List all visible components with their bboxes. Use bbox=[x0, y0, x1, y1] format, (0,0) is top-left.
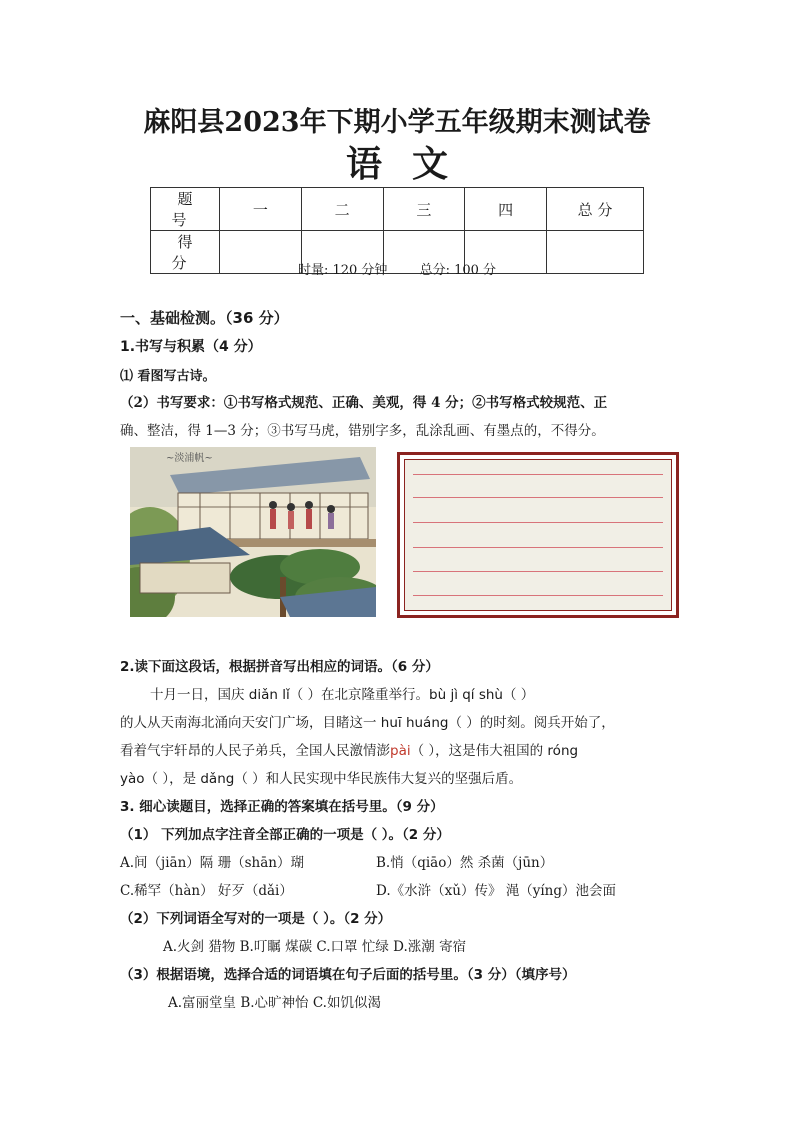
score-table-header-row bbox=[151, 188, 644, 231]
exam-total: 总分: 100 分 bbox=[419, 263, 497, 278]
exam-title: 麻阳县2023年下期小学五年级期末测试卷 bbox=[143, 107, 651, 138]
score-table-cell: 得 分 bbox=[151, 231, 220, 274]
painting-caption: ~淡浦帆~ bbox=[166, 453, 213, 464]
option-d: D.《水浒（xǔ）传》 渑（yíng）池会面 bbox=[376, 883, 617, 899]
subject-title: 语文 bbox=[345, 143, 478, 185]
paragraph-line bbox=[120, 739, 578, 759]
options-line: A.富丽堂皇 B.心旷神怡 C.如饥似渴 bbox=[168, 995, 381, 1011]
writing-rule bbox=[413, 474, 663, 475]
pinyin-text: pài bbox=[390, 743, 411, 759]
question-sub: 确、整洁，得 1—3 分；③书写马虎，错别字多，乱涂乱画、有墨点的，不得分。 bbox=[120, 423, 605, 439]
question-stem: （3）根据语境，选择合适的词语填在句子后面的括号里。（3 分）（填序号） bbox=[120, 967, 576, 983]
score-table-cell: 一 bbox=[220, 188, 302, 231]
writing-paper[interactable] bbox=[397, 452, 679, 618]
question-stem: （1） 下列加点字注音全部正确的一项是（ ）。（2 分） bbox=[120, 827, 450, 843]
score-table-cell: 总 分 bbox=[547, 188, 644, 231]
question-title: 3. 细心读题目，选择正确的答案填在括号里。（9 分） bbox=[120, 799, 444, 815]
writing-rule bbox=[413, 497, 663, 498]
exam-time: 时量: 120 分钟 bbox=[297, 263, 388, 278]
score-table-cell: 四 bbox=[465, 188, 547, 231]
section-heading: 一、基础检测。（36 分） bbox=[120, 309, 289, 327]
option-a: A.间（jiān）隔 珊（shān）瑚 bbox=[120, 855, 304, 871]
question-title: 2.读下面这段话，根据拼音写出相应的词语。（6 分） bbox=[120, 659, 439, 675]
paragraph-line: yào（ ），是 dǎng（ ）和人民实现中华民族伟大复兴的坚强后盾。 bbox=[120, 771, 523, 787]
question-sub: （2）书写要求：①书写格式规范、正确、美观，得 4 分；②书写格式较规范、正 bbox=[120, 395, 608, 411]
options-line: A.火剑 猎物 B.叮瞩 煤碳 C.口罩 忙绿 D.涨潮 寄宿 bbox=[163, 939, 467, 955]
writing-rule bbox=[413, 547, 663, 548]
question-sub: ⑴ 看图写古诗。 bbox=[120, 369, 216, 384]
score-table-cell: 二 bbox=[301, 188, 383, 231]
ancient-poem-painting bbox=[130, 447, 376, 617]
score-table-cell: 题 号 bbox=[151, 188, 220, 231]
writing-rule bbox=[413, 571, 663, 572]
exam-info bbox=[0, 259, 794, 278]
paragraph-text: （ ），这是伟大祖国的 róng bbox=[410, 743, 579, 759]
question-title: 1.书写与积累（4 分） bbox=[120, 339, 262, 355]
paragraph-line: 十月一日，国庆 diǎn lǐ（ ）在北京隆重举行。bù jì qí shù（ ） bbox=[150, 687, 535, 703]
score-table-cell: 三 bbox=[383, 188, 465, 231]
writing-rule bbox=[413, 522, 663, 523]
paragraph-line: 的人从天南海北涌向天安门广场，目睹这一 huī huáng（ ）的时刻。阅兵开始了， bbox=[120, 715, 615, 731]
paragraph-text: 看着气宇轩昂的人民子弟兵，全国人民激情澎 bbox=[120, 743, 390, 759]
writing-paper-inner[interactable] bbox=[404, 459, 672, 611]
option-c: C.稀罕（hàn） 好歹（dǎi） bbox=[120, 883, 293, 899]
writing-rule bbox=[413, 595, 663, 596]
question-stem: （2）下列词语全写对的一项是（ ）。（2 分） bbox=[120, 911, 392, 927]
option-b: B.悄（qiāo）然 杀菌（jūn） bbox=[376, 855, 554, 871]
